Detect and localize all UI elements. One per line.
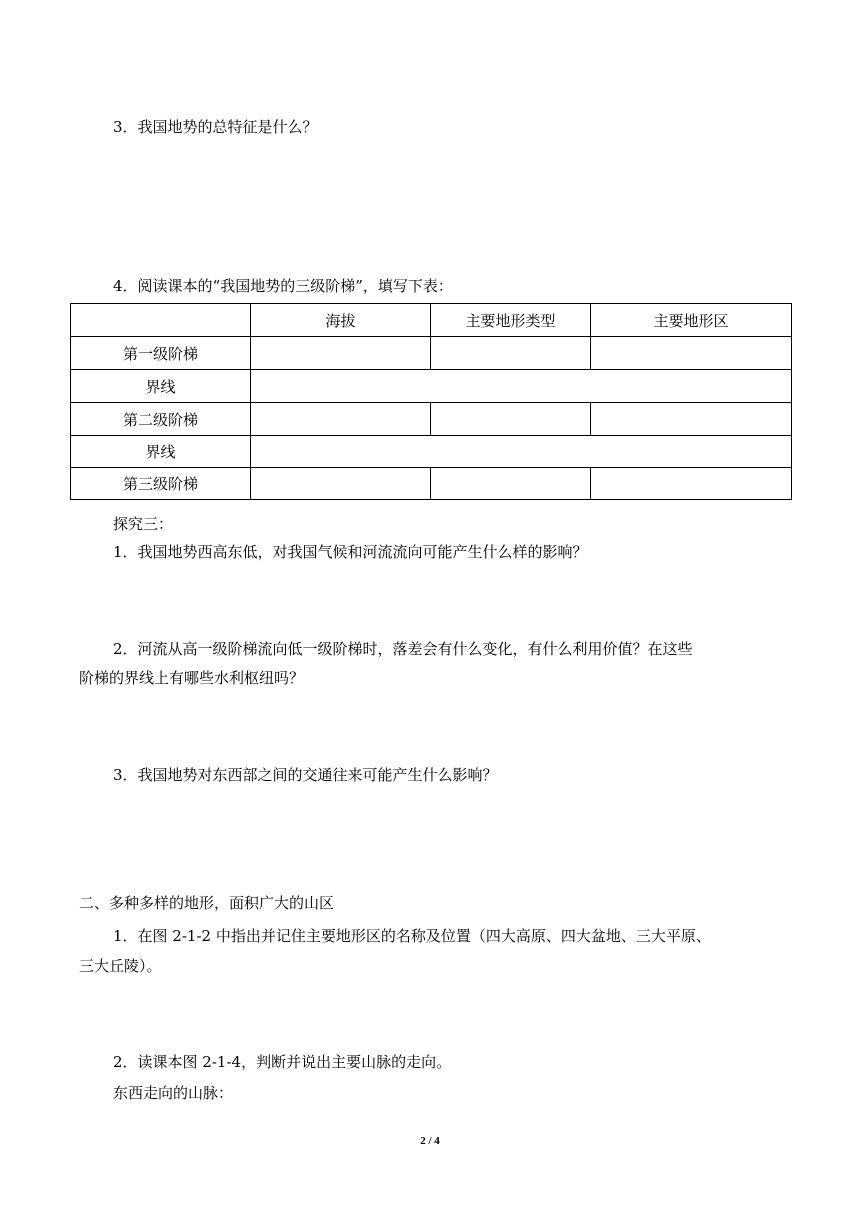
question-4: 4．阅读课本的“我国地势的三级阶梯”，填写下表： <box>113 277 453 295</box>
header-cell-landform-region: 主要地形区 <box>591 304 792 337</box>
blank-cell <box>251 403 431 436</box>
inquiry-question-2-line1: 2．河流从高一级阶梯流向低一级阶梯时，落差会有什么变化，有什么利用价值？在这些 <box>113 640 693 658</box>
blank-cell <box>431 403 591 436</box>
blank-cell <box>431 337 591 370</box>
row-label-step1: 第一级阶梯 <box>71 337 251 370</box>
inquiry-question-1: 1．我国地势西高东低，对我国气候和河流流向可能产生什么样的影响？ <box>113 543 588 561</box>
table-row-step1 <box>71 337 792 370</box>
row-label-border2: 界线 <box>71 436 251 468</box>
inquiry-question-3: 3．我国地势对东西部之间的交通往来可能产生什么影响？ <box>113 766 498 784</box>
blank-cell <box>591 337 792 370</box>
question-3: 3．我国地势的总特征是什么？ <box>113 118 318 136</box>
header-cell-landform-type: 主要地形类型 <box>431 304 591 337</box>
blank-cell <box>431 468 591 500</box>
row-label-border1: 界线 <box>71 370 251 403</box>
table-row-border2 <box>71 436 792 468</box>
table-row-step2 <box>71 403 792 436</box>
east-west-mountains-label: 东西走向的山脉： <box>113 1084 234 1102</box>
header-cell-altitude: 海拔 <box>251 304 431 337</box>
section-2-heading: 二、多种多样的地形，面积广大的山区 <box>79 894 335 912</box>
blank-cell <box>251 370 792 403</box>
section-2-question-1-line2: 三大丘陵）。 <box>79 957 162 975</box>
terrain-steps-table <box>70 303 792 500</box>
blank-cell <box>251 337 431 370</box>
inquiry-3-heading: 探究三： <box>113 515 174 533</box>
section-2-question-1-line1: 1．在图 2-1-2 中指出并记住主要地形区的名称及位置（四大高原、四大盆地、三大平原、 <box>113 927 711 945</box>
blank-cell <box>251 436 792 468</box>
inquiry-question-2-line2: 阶梯的界线上有哪些水利枢纽吗？ <box>79 669 305 687</box>
row-label-step3: 第三级阶梯 <box>71 468 251 500</box>
table-header-row <box>71 304 792 337</box>
table-row-step3 <box>71 468 792 500</box>
section-2-question-2: 2．读课本图 2-1-4，判断并说出主要山脉的走向。 <box>113 1053 452 1071</box>
blank-cell <box>251 468 431 500</box>
page-number: 2 / 4 <box>420 1135 440 1147</box>
table-row-border1 <box>71 370 792 403</box>
row-label-step2: 第二级阶梯 <box>71 403 251 436</box>
header-cell-empty <box>71 304 251 337</box>
blank-cell <box>591 468 792 500</box>
blank-cell <box>591 403 792 436</box>
